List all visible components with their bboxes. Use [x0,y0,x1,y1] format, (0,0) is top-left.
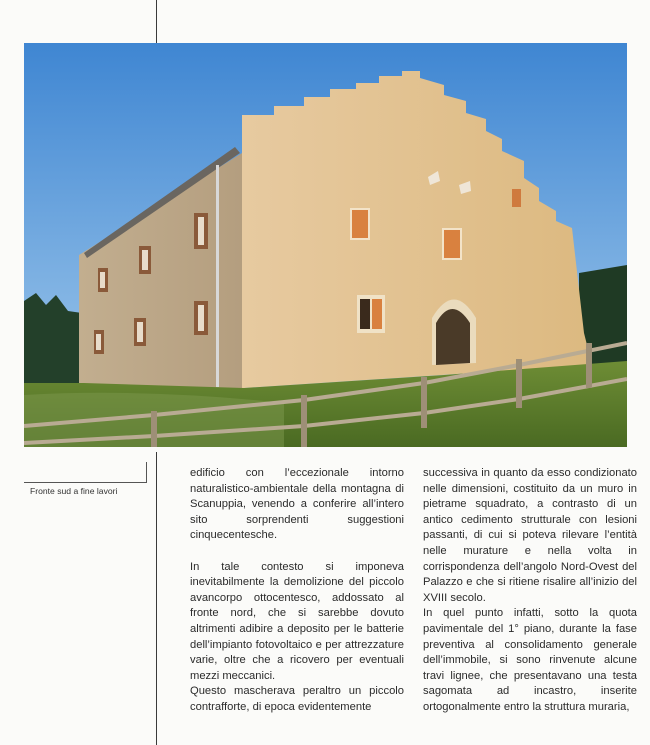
paragraph: In quel punto infatti, sotto la quota pavimentale del 1° piano, durante la fase preventiva al consolidamento generale dell’immobile, si sono rinvenute alcune travi lignee, che presentavano una testa sagomata ad incastro, inserite ortogonalmente entro la struttura muraria, [423,607,637,713]
text-column-2 [423,466,637,716]
wooden-door [436,309,470,365]
figure-caption: Fronte sud a fine lavori [30,486,118,496]
caption-rule [24,482,147,483]
window-front-left [351,209,369,239]
window-gable [512,189,521,207]
downpipe [216,165,219,387]
paragraph: In tale contesto si imponeva inevitabilmente la demolizione del piccolo avancorpo ottocentesco, addossato al fronte nord, che si sarebbe dovuto altrimenti adibire a deposito per le batterie dell’impianto fotovoltaico e per attrezzature varie, oltre che a ricovero per eventuali mezzi meccanici. [190,560,404,682]
caption-rule-tick [146,462,147,483]
paragraph: successiva in quanto da esso condizionato nelle dimensioni, costituito da un muro in pietrame squadrato, a contrasto di un antico cedimento strutturale con lesioni passanti, di cui si poteva rilevare l’entità nelle murature e nella volta in corrispondenza dell’angolo Nord-Ovest del Palazzo e che si ritiene risalire all’inizio del XVIII secolo. [423,467,637,604]
column-rule-top [156,0,157,44]
text-column-1 [190,466,404,716]
window-front-right [443,229,461,259]
paragraph: edificio con l’eccezionale intorno naturalistico-ambientale della montagna di Scanuppia, venendo a conferire all’intero sito sorprendenti suggestioni cinquecentesche. [190,467,404,542]
paragraph: Questo mascherava peraltro un piccolo contrafforte, di epoca evidentemente [190,685,404,713]
building-photo [24,43,627,447]
